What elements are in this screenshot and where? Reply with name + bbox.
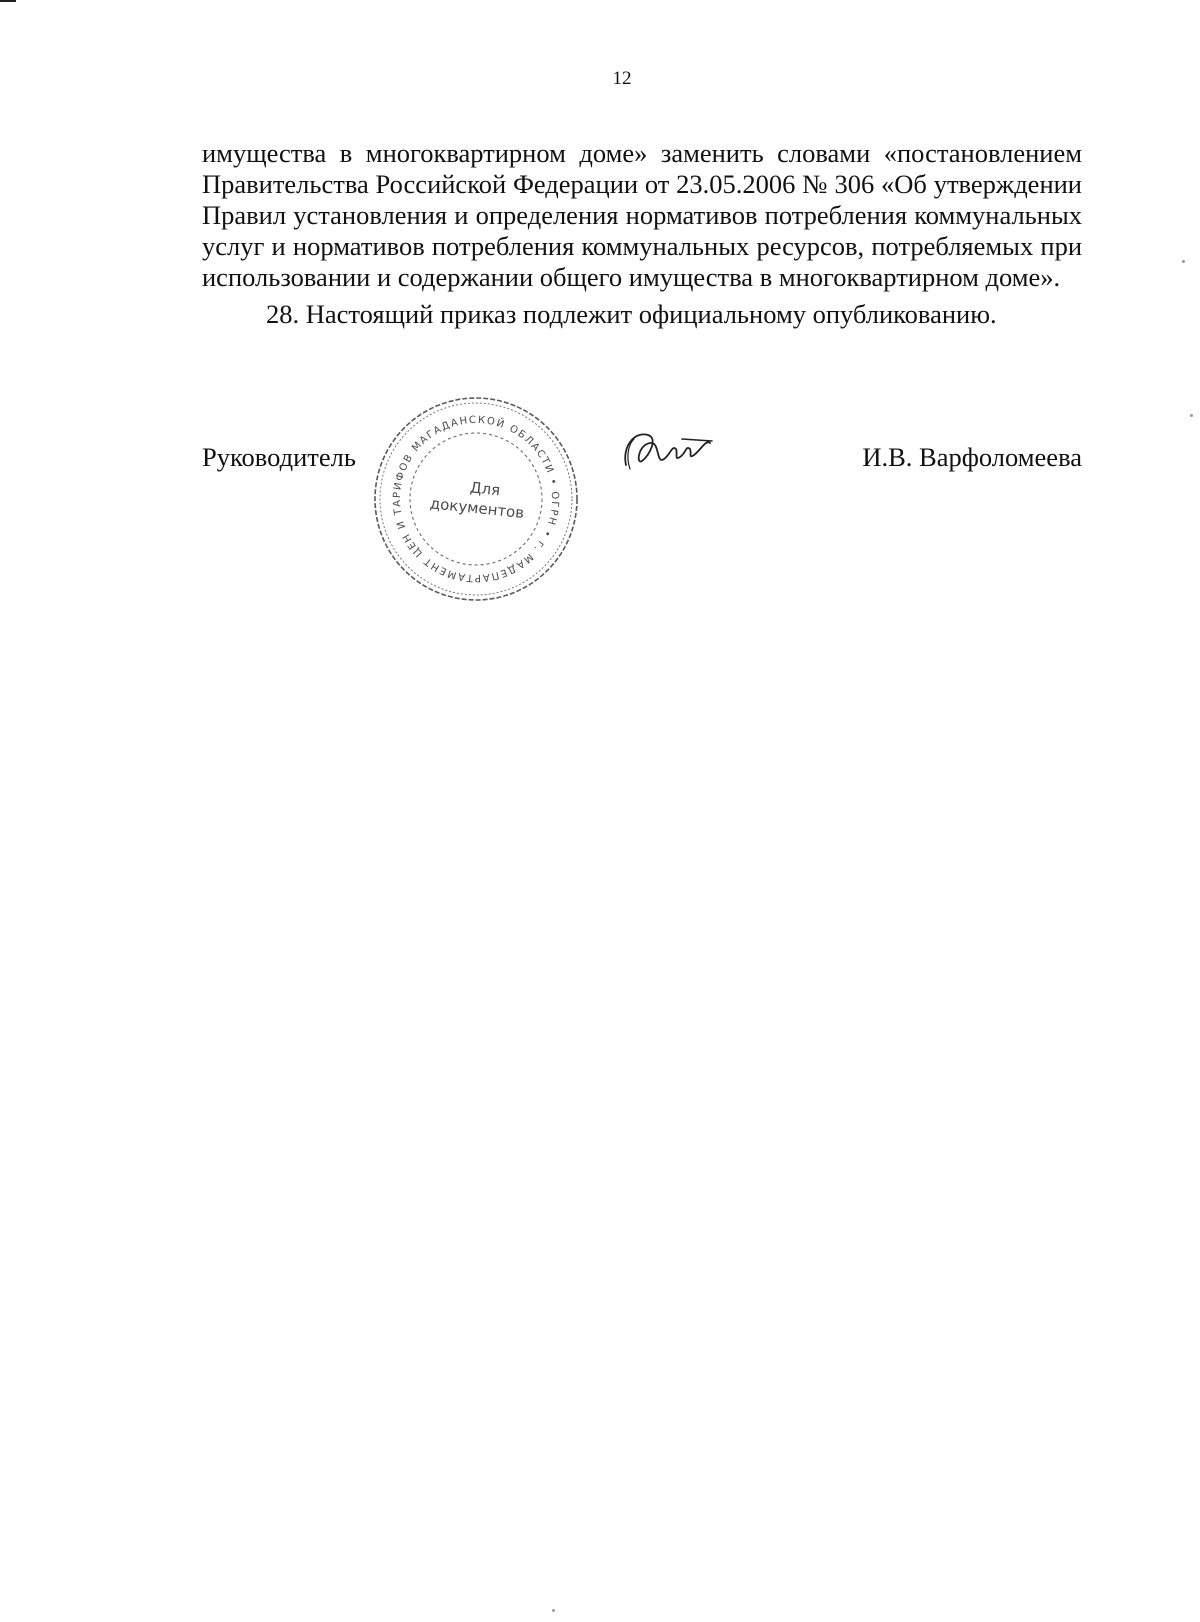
signature-scribble [620, 425, 716, 481]
official-seal-stamp [370, 393, 582, 605]
paragraph-item-28: 28. Настоящий приказ подлежит официальному опубликованию. [266, 299, 997, 329]
paragraph-continuation: имущества в многоквартирном доме» заменить словами «постановлением Правительства Российской Федерации от 23.05.2006 № 306 «Об утверждении Правил установления и определения нормативов потребления коммунальных услуг и нормативов потребления коммунальных ресурсов, потребляемых при использовании и содержании общего имущества в многоквартирном доме». [202, 138, 1082, 292]
seal-center-line-2: документов [429, 494, 526, 523]
document-body [202, 138, 1082, 330]
seal-center-line-1: Для [469, 478, 502, 500]
signer-name: И.В. Варфоломеева [862, 442, 1082, 472]
signer-position: Руководитель [202, 442, 356, 472]
scan-speck [552, 1609, 555, 1612]
handwritten-signature [620, 425, 716, 481]
seal-ring-text: ДЕПАРТАМЕНТ ЦЕН И ТАРИФОВ МАГАДАНСКОЙ ОБЛАСТИ • ОГРН • г. МАГАДАН [391, 414, 561, 584]
scan-speck [1182, 260, 1185, 263]
scan-corner-mark [0, 0, 16, 2]
page-number: 12 [612, 68, 632, 89]
seal-graphic [370, 393, 582, 605]
scan-speck [1190, 414, 1193, 417]
